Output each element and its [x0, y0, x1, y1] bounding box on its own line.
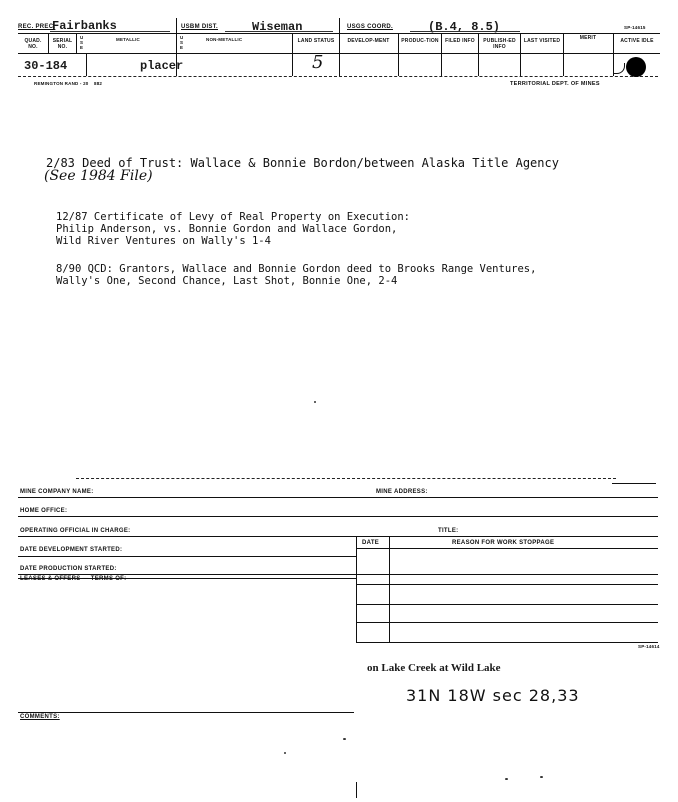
rule [356, 536, 357, 642]
divider [339, 18, 340, 76]
serial-value: 30-184 [24, 59, 68, 73]
use-letters-left: U S E [80, 35, 84, 50]
note-handwritten-see-file: (See 1984 File) [44, 168, 153, 184]
note-levy-line: Philip Anderson, vs. Bonnie Gordon and Wallace Gordon, [56, 223, 398, 235]
rule [18, 574, 658, 575]
home-office-label: HOME OFFICE: [20, 508, 68, 514]
stray-mark [356, 782, 357, 798]
location-typed: on Lake Creek at Wild Lake [367, 662, 501, 674]
note-levy-line: 12/87 Certificate of Levy of Real Property on Execution: [56, 211, 411, 223]
divider [292, 33, 293, 76]
rule [18, 497, 658, 498]
rule [18, 712, 354, 713]
printer-code: 882 [94, 81, 103, 86]
note-qcd-line: 8/90 QCD: Grantors, Wallace and Bonnie Gordon deed to Brooks Range Ventures, [56, 263, 537, 275]
underline [225, 31, 333, 32]
title-label: TITLE: [438, 528, 459, 534]
location-handwritten: 31N 18W sec 28,33 [406, 686, 580, 705]
rule [18, 536, 658, 537]
metallic-label: METALLIC [116, 37, 141, 42]
use-letters-right: U S E [180, 35, 184, 50]
land-status-label: LAND STATUS [297, 38, 335, 44]
rule [18, 578, 356, 579]
reason-column-label: REASON FOR WORK STOPPAGE [452, 540, 555, 546]
mine-address-label: MINE ADDRESS: [376, 489, 428, 495]
divider [520, 33, 521, 76]
divider [563, 33, 564, 76]
divider [398, 33, 399, 76]
speck [284, 752, 286, 754]
speck [314, 401, 316, 403]
quad-no-label: QUAD. NO. [24, 38, 42, 50]
rec-prec-value: Fairbanks [52, 19, 117, 33]
published-info-label: PUBLISH-ED INFO [483, 38, 516, 50]
divider [76, 33, 77, 53]
note-qcd-line: Wally's One, Second Chance, Last Shot, Bonnie One, 2-4 [56, 275, 398, 287]
serial-no-label: SERIAL NO. [52, 38, 73, 50]
rule [18, 556, 356, 557]
operating-official-label: OPERATING OFFICIAL IN CHARGE: [20, 528, 131, 534]
mine-company-label: MINE COMPANY NAME: [20, 489, 94, 495]
rule [356, 642, 658, 643]
form-number-bottom: SP-14614 [638, 644, 660, 649]
usbm-dist-value: Wiseman [252, 20, 303, 34]
hook-mark-icon [614, 63, 625, 74]
rec-prec-label: REC. PREC. [18, 24, 56, 30]
divider [86, 53, 87, 76]
rule [356, 548, 658, 549]
underline [410, 31, 520, 32]
filed-info-label: FILED INFO [445, 38, 475, 44]
production-started-label: DATE PRODUCTION STARTED: [20, 566, 117, 572]
non-metallic-label: NON-METALLIC [206, 37, 243, 42]
printer-line: REMINGTON RAND - 20 [34, 81, 89, 86]
rule [612, 483, 656, 484]
metallic-value: placer [140, 59, 184, 73]
land-status-value: 5 [312, 52, 324, 73]
note-deed-of-trust: 2/83 Deed of Trust: Wallace & Bonnie Bordon/between Alaska Title Agency [46, 156, 559, 170]
active-dot-icon [626, 57, 646, 77]
usbm-dist-label: USBM DIST. [181, 24, 219, 30]
divider [478, 33, 479, 76]
rule [356, 604, 658, 605]
speck [505, 778, 508, 780]
form-number-top: SP-14615 [624, 25, 646, 30]
rule [356, 584, 658, 585]
speck [540, 776, 543, 778]
rule [76, 478, 616, 479]
divider [441, 33, 442, 76]
merit-label: MERIT [579, 35, 597, 41]
usgs-coord-value: (B.4, 8.5) [428, 20, 501, 34]
note-levy-line: Wild River Ventures on Wally's 1-4 [56, 235, 271, 247]
date-column-label: DATE [362, 540, 380, 546]
underline [50, 31, 170, 32]
active-idle-label: ACTIVE IDLE [620, 38, 654, 44]
comments-label: COMMENTS: [20, 714, 60, 720]
rule [356, 622, 658, 623]
rule [389, 536, 390, 642]
header-bottom-rule [18, 76, 658, 77]
development-started-label: DATE DEVELOPMENT STARTED: [20, 547, 123, 553]
leases-offers-label: LEASES & OFFERS — TERMS OF: [20, 576, 127, 582]
dept-line: TERRITORIAL DEPT. OF MINES [510, 81, 600, 87]
last-visited-label: LAST VISITED [523, 38, 561, 44]
rule [18, 516, 658, 517]
production-label: PRODUC-TION [401, 38, 439, 44]
development-label: DEVELOP-MENT [347, 38, 390, 44]
usgs-coord-label: USGS COORD. [347, 24, 393, 30]
speck [343, 738, 346, 740]
